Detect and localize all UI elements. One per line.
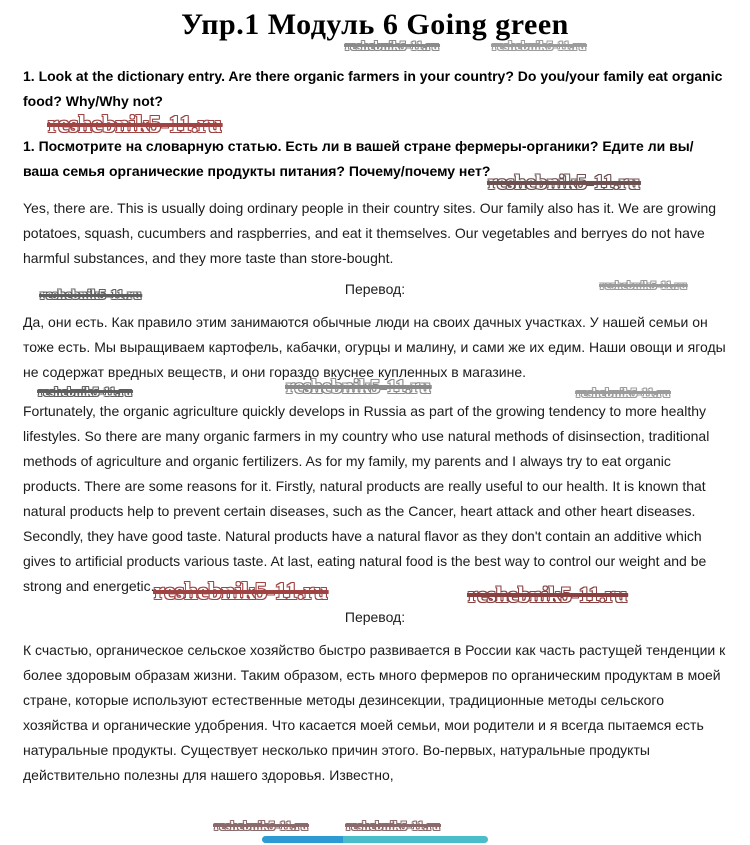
- task-question-en: 1. Look at the dictionary entry. Are there organic farmers in your country? Do you/your family eat organic food? Why/Why not?: [23, 68, 723, 109]
- watermark-text: reshebnik5-11.ru: [48, 112, 222, 138]
- watermark-text: reshebnik5-11.ru: [488, 170, 640, 194]
- watermark-text: reshebnik5-11.ru: [492, 38, 587, 53]
- bottom-scrollbar[interactable]: [262, 836, 488, 843]
- answer-short-ru: Да, они есть. Как правило этим занимаются обычные люди на своих дачных участках. У нашей семьи он тоже есть. Мы выращиваем картофель, кабачки, огурцы и малину, и сами же их едим. Наши овощи и ягоды не содержат вредных веществ, и они гораздо вкуснее купленных в магазине.: [23, 314, 726, 380]
- watermark-text: reshebnik5-11.ru: [214, 818, 309, 833]
- translation-label-2: Перевод:: [344, 609, 406, 625]
- watermark-text: reshebnik5-11.ru: [38, 384, 133, 399]
- watermark-text: reshebnik5-11.ru: [346, 818, 441, 833]
- answer-long-ru: К счастью, органическое сельское хозяйство быстро развивается в России как часть растущей тенденции к более здоровым образам жизни. Таким образом, есть много фермеров по органическим продуктам в моей стране, которые используют естественные методы дезинсекции, традиционные методы сельского хозяйства и органические удобрения. Что касается моей семьи, мои родители и я всегда пытаемся есть натуральные продукты. Существует несколько причин этого. Во-первых, натуральные продукты действительно полезны для нашего здоровья. Известно,: [23, 642, 726, 783]
- page-title: Упр.1 Модуль 6 Going green: [181, 8, 569, 41]
- watermark-text: reshebnik5-11.ru: [345, 38, 440, 53]
- answer-long-en: Fortunately, the organic agriculture quickly develops in Russia as part of the growing tendency to more healthy lifestyles. So there are many organic farmers in my country who use natural methods of disinsection, traditional methods of agriculture and organic fertilizers. As for my family, my parents and I always try to eat organic products. There are some reasons for it. Firstly, natural products are really useful to our health. It is known that natural products help to prevent certain diseases, such as the Cancer, heart attack and other heart diseases. Secondly, they have good taste. Natural products have a natural flavor as they don't contain an additive which gives to artificial products various taste. At last, eating natural food is the best way to control our weight and be strong and energetic.: [23, 403, 710, 594]
- answer-short-en: Yes, there are. This is usually doing ordinary people in their country sites. Our family also has it. We are growing potatoes, squash, cucumbers and raspberries, and eat it themselves. Our vegetables and berryes do not have harmful substances, and they more taste than store-bought.: [23, 200, 717, 266]
- watermark-text: reshebnik5-11.ru: [286, 376, 431, 398]
- task-question-ru: 1. Посмотрите на словарную статью. Есть ли в вашей стране фермеры-органики? Едите ли вы/ваша семья органические продукты питания? Почему/почему нет?: [23, 138, 694, 179]
- translation-label-1: Перевод:: [344, 281, 406, 297]
- scrollbar-thumb: [262, 836, 343, 843]
- watermark-text: reshebnik5-11.ru: [40, 288, 142, 303]
- watermark-text: reshebnik5-11.ru: [600, 278, 687, 292]
- watermark-text: reshebnik5-11.ru: [576, 385, 671, 400]
- watermark-text: reshebnik5-11.ru: [154, 579, 328, 605]
- watermark-text: reshebnik5-11.ru: [468, 582, 628, 607]
